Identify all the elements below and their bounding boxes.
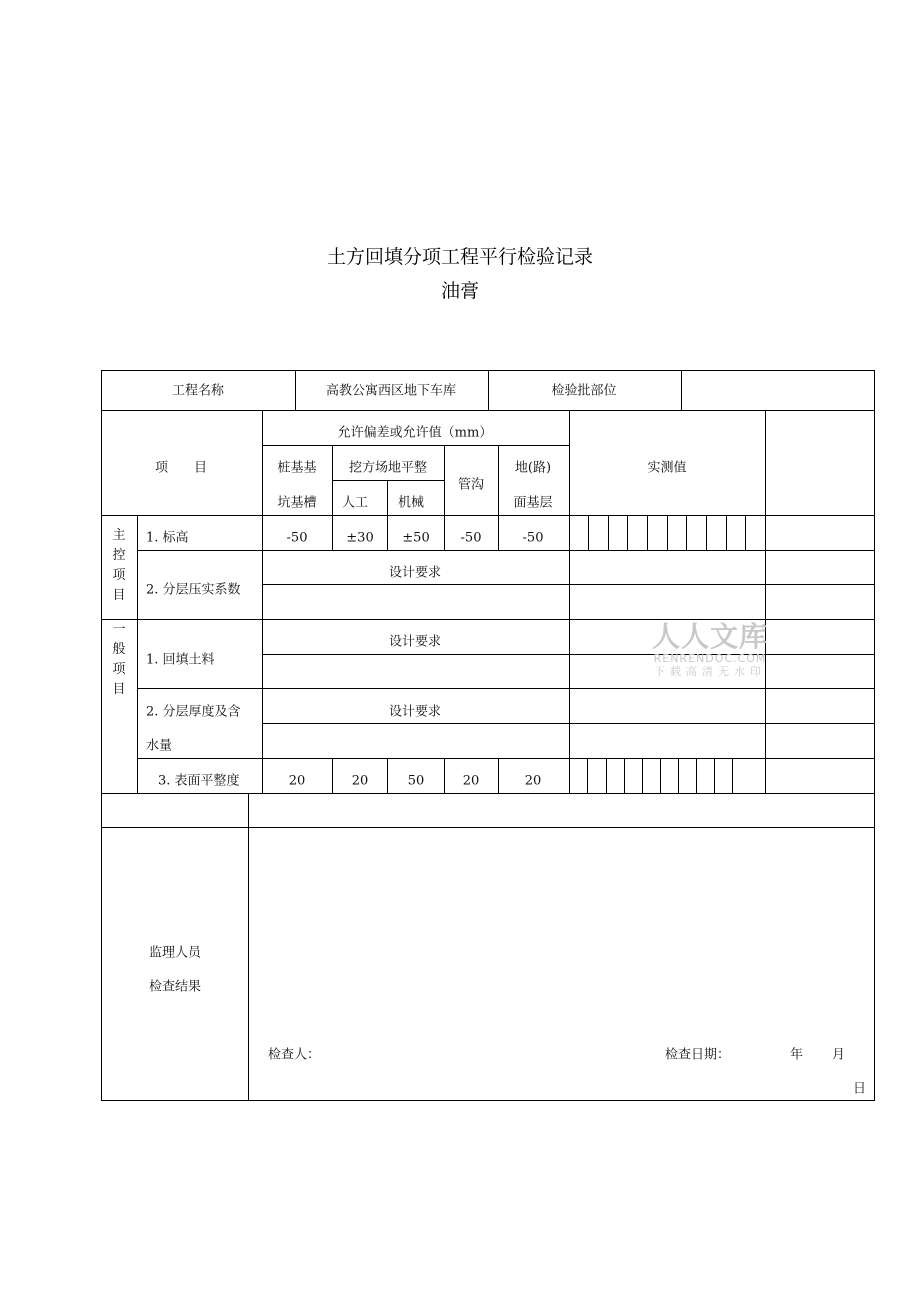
watermark bbox=[646, 622, 774, 679]
elevation-manual-value: ±30 bbox=[346, 530, 374, 546]
measured-value-header: 实测值 bbox=[647, 460, 687, 476]
road-base-header-line2: 面基层 bbox=[513, 495, 553, 511]
item-column-header: 项 目 bbox=[154, 460, 208, 476]
project-name-label: 工程名称 bbox=[171, 383, 225, 399]
watermark-domain: RENRENDOC.COM bbox=[653, 652, 767, 665]
compaction-item-name: 2. 分层压实系数 bbox=[146, 582, 241, 598]
machine-header: 机械 bbox=[397, 495, 425, 511]
tolerance-group-header: 允许偏差或允许值（mm） bbox=[337, 425, 493, 441]
date-year-label: 年 bbox=[790, 1047, 804, 1063]
layer-thickness-item-name-line2: 水量 bbox=[146, 738, 173, 754]
watermark-brand: 人人文库 bbox=[651, 620, 768, 653]
elevation-pipe-trench-value: -50 bbox=[460, 530, 482, 546]
elevation-item-name: 1. 标高 bbox=[146, 530, 189, 546]
supervision-label-line1: 监理人员 bbox=[148, 945, 202, 961]
flatness-manual-value: 20 bbox=[351, 773, 369, 789]
watermark-slogan: 下载高清无水印 bbox=[654, 665, 766, 678]
table-grid-lines bbox=[101, 370, 875, 1101]
project-name-value: 高教公寓西区地下车库 bbox=[325, 383, 457, 399]
inspection-form-table bbox=[101, 370, 875, 1101]
general-items-category: 一般项目 bbox=[112, 622, 126, 697]
date-day-label: 日 bbox=[853, 1081, 867, 1097]
inspector-label: 检查人： bbox=[268, 1047, 321, 1063]
compaction-requirement: 设计要求 bbox=[388, 565, 442, 581]
layer-thickness-requirement: 设计要求 bbox=[388, 704, 442, 720]
elevation-pile-base-value: -50 bbox=[286, 530, 308, 546]
flatness-pile-base-value: 20 bbox=[288, 773, 306, 789]
flatness-road-base-value: 20 bbox=[524, 773, 542, 789]
main-control-category: 主控项目 bbox=[112, 528, 126, 603]
inspection-date-label: 检查日期： bbox=[665, 1047, 731, 1063]
excavation-group-header: 挖方场地平整 bbox=[348, 460, 428, 476]
flatness-item-name: 3. 表面平整度 bbox=[158, 773, 240, 789]
pile-base-header-line1: 桩基基 bbox=[277, 460, 317, 476]
manual-header: 人工 bbox=[341, 495, 369, 511]
road-base-header-line1: 地(路) bbox=[514, 460, 552, 476]
pile-base-header-line2: 坑基槽 bbox=[277, 495, 317, 511]
document-subtitle: 油膏 bbox=[440, 280, 479, 302]
backfill-soil-requirement: 设计要求 bbox=[388, 634, 442, 650]
layer-thickness-item-name-line1: 2. 分层厚度及含 bbox=[146, 704, 241, 720]
elevation-machine-value: ±50 bbox=[402, 530, 430, 546]
pipe-trench-header: 管沟 bbox=[457, 477, 485, 493]
document-title: 土方回填分项工程平行检验记录 bbox=[326, 246, 593, 268]
flatness-machine-value: 50 bbox=[407, 773, 425, 789]
inspection-part-label: 检验批部位 bbox=[551, 383, 617, 399]
backfill-soil-item-name: 1. 回填土料 bbox=[146, 652, 215, 668]
elevation-road-base-value: -50 bbox=[522, 530, 544, 546]
flatness-pipe-trench-value: 20 bbox=[462, 773, 480, 789]
supervision-label-line2: 检查结果 bbox=[148, 979, 202, 995]
date-month-label: 月 bbox=[832, 1047, 846, 1063]
